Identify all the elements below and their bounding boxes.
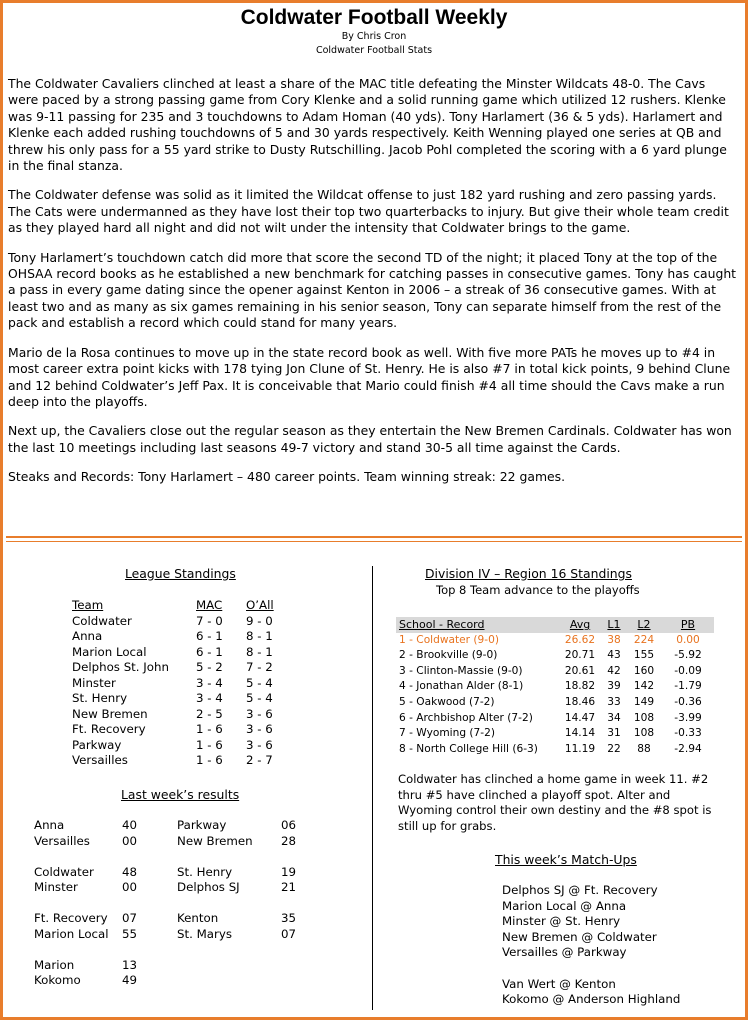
l1-cell: 31 (607, 727, 621, 740)
l1-cell: 43 (607, 649, 621, 662)
column-header: Team (72, 598, 104, 612)
l1-cell: 34 (607, 711, 621, 724)
matchups-heading: This week’s Match-Ups (495, 852, 637, 867)
region-subheading: Top 8 Team advance to the playoffs (436, 583, 640, 597)
avg-cell: 14.47 (564, 711, 596, 724)
byline: By Chris Cron (341, 31, 407, 42)
mac-record: 5 - 2 (196, 660, 223, 674)
l2-cell: 155 (633, 649, 655, 662)
mac-record: 2 - 5 (196, 706, 223, 721)
avg-cell: 20.61 (564, 664, 596, 677)
source-line: Coldwater Football Stats (315, 45, 433, 56)
score-cell: 28 (281, 833, 297, 848)
overall-record: 8 - 1 (246, 629, 273, 643)
result-row (34, 818, 321, 834)
table-row (72, 614, 274, 630)
overall-record: 3 - 6 (246, 722, 273, 736)
team-cell: Coldwater (34, 864, 94, 879)
score-cell: 40 (122, 818, 138, 832)
school-cell: 8 - North College Hill (6-3) (399, 742, 538, 755)
mac-record: 1 - 6 (196, 737, 223, 752)
column-header: School - Record (396, 617, 558, 633)
pb-cell: -0.09 (674, 664, 702, 677)
school-cell: 4 - Jonathan Alder (8-1) (399, 680, 524, 693)
mac-record: 7 - 0 (196, 613, 223, 628)
column-header: MAC (196, 598, 223, 612)
team-cell: St. Marys (177, 926, 232, 941)
score-cell: 21 (281, 880, 297, 894)
result-row (34, 865, 321, 881)
school-cell: 6 - Archbishop Alter (7-2) (399, 711, 533, 724)
school-cell: 1 - Coldwater (9-0) (399, 633, 499, 646)
pb-cell: 0.00 (676, 633, 700, 646)
masthead (0, 6, 748, 58)
avg-cell: 18.46 (564, 695, 596, 708)
table-row (72, 691, 274, 707)
region-standings-heading: Division IV – Region 16 Standings (425, 566, 632, 581)
result-row (34, 927, 321, 943)
result-row (34, 973, 321, 989)
table-row (396, 711, 714, 727)
l1-cell: 42 (607, 664, 621, 677)
league-standings-table (72, 598, 274, 769)
team-cell: Marion Local (72, 644, 147, 659)
team-cell: Delphos St. John (72, 660, 169, 674)
l1-cell: 22 (607, 742, 621, 755)
results-table (34, 818, 321, 989)
school-cell: 2 - Brookville (9-0) (399, 649, 498, 662)
article-paragraph: Mario de la Rosa continues to move up in the state record book as well. With five more PATs he moves up to #4 in most career extra point kicks with 178 tying Jon Clune of St. Henry. He is also #7 in total kick points, 9 behind Clune and 12 behind Coldwater’s Jeff Pax. It is conceivable that Mario could finish #4 all time should the Cavs make a run deep into the playoffs. (8, 344, 731, 409)
matchup-item: Marion Local @ Anna (502, 898, 627, 913)
score-cell: 13 (122, 957, 138, 972)
mac-record: 3 - 4 (196, 691, 223, 705)
matchups-list (502, 883, 680, 1008)
team-cell: Versailles (34, 833, 90, 848)
score-cell: 06 (281, 818, 297, 832)
avg-cell: 14.14 (564, 727, 596, 740)
article-paragraph: Steaks and Records: Tony Harlamert – 480 career points. Team winning streak: 22 games. (8, 469, 566, 485)
table-row (396, 695, 714, 711)
table-header-row (72, 598, 274, 614)
mac-record: 1 - 6 (196, 753, 223, 767)
matchup-item: Versailles @ Parkway (502, 945, 627, 960)
avg-cell: 26.62 (564, 633, 596, 646)
column-header: L2 (626, 617, 662, 633)
team-cell: Versailles (72, 753, 128, 767)
table-row (396, 664, 714, 680)
article-paragraph: The Coldwater Cavaliers clinched at least a share of the MAC title defeating the Minster Wildcats 48-0. The Cavs were paced by a strong passing game from Cory Klenke and a solid running game which utilized 12 rushers. Klenke was 9-11 passing for 235 and 3 touchdowns to Adam Homan (40 yds). Tony Harlamert (36 & 5 yds). Harlamert and Klenke each added rushing touchdowns of 5 and 30 yards respectively. Keith Wenning played one series at QB and threw his only pass for a 55 yard strike to Dusty Rutschilling. Jacob Pohl completed the scoring with a 6 yard plunge in the final stanza. (8, 76, 727, 174)
l2-cell: 108 (633, 727, 655, 740)
team-cell: New Bremen (72, 706, 148, 721)
table-row (396, 726, 714, 742)
result-row (34, 880, 321, 896)
overall-record: 7 - 2 (246, 660, 273, 674)
team-cell: Coldwater (72, 613, 132, 628)
pb-cell: -5.92 (674, 649, 702, 662)
column-header: Avg (558, 617, 602, 633)
column-header: L1 (602, 617, 626, 633)
avg-cell: 11.19 (564, 742, 596, 755)
team-cell: Anna (34, 818, 65, 832)
school-cell: 3 - Clinton-Massie (9-0) (399, 664, 523, 677)
league-standings-heading: League Standings (125, 566, 236, 581)
table-row (396, 648, 714, 664)
score-cell: 35 (281, 911, 297, 925)
column-header: PB (662, 617, 714, 633)
team-cell: Ft. Recovery (72, 722, 146, 736)
score-cell: 19 (281, 864, 297, 879)
playoff-note: Coldwater has clinched a home game in week 11. #2 thru #5 have clinched a playoff spot. Alter and Wyoming control their own destiny and the #8 spot is still up for grabs. (398, 772, 712, 833)
article-paragraph: Next up, the Cavaliers close out the regular season as they entertain the New Bremen Cardinals. Coldwater has won the last 10 meetings including last seasons 49-7 victory and stand 30-5 all time against the Cards. (8, 423, 732, 455)
column-header: O’All (246, 598, 274, 612)
team-cell: Parkway (177, 818, 227, 832)
table-row (72, 722, 274, 738)
table-row (72, 753, 274, 769)
mac-record: 3 - 4 (196, 675, 223, 690)
overall-record: 8 - 1 (246, 644, 273, 659)
article-paragraph: Tony Harlamert’s touchdown catch did more that score the second TD of the night; it placed Tony at the top of the OHSAA record books as he established a new benchmark for catching passes in consecutive games. Tony has caught a pass in every game dating since the opener against Kenton in 2006 – a streak of 36 consecutive games. With at least two and as many as six games remaining in his senior season, Tony can separate himself from the rest of the pack and establish a record which could stand for many years. (8, 249, 737, 331)
table-row (396, 742, 714, 758)
result-row (34, 834, 321, 850)
table-row (72, 707, 274, 723)
team-cell: Minster (34, 880, 78, 894)
table-row (72, 738, 274, 754)
matchup-item: Van Wert @ Kenton (502, 976, 616, 991)
matchup-spacer (502, 961, 680, 977)
pb-cell: -2.94 (674, 742, 702, 755)
table-row (72, 676, 274, 692)
l2-cell: 108 (633, 711, 655, 724)
team-cell: New Bremen (177, 833, 253, 848)
mac-record: 6 - 1 (196, 644, 223, 659)
spacer-row (34, 942, 321, 958)
team-cell: Kokomo (34, 973, 81, 987)
region-standings-table (396, 617, 714, 757)
score-cell: 07 (281, 926, 297, 941)
l1-cell: 38 (607, 633, 621, 646)
l2-cell: 142 (633, 680, 655, 693)
pb-cell: -0.36 (674, 695, 702, 708)
l1-cell: 33 (607, 695, 621, 708)
school-cell: 7 - Wyoming (7-2) (399, 727, 495, 740)
team-cell (177, 973, 281, 989)
team-cell: Kenton (177, 911, 219, 925)
team-cell: Minster (72, 675, 116, 690)
newsletter-title: Coldwater Football Weekly (240, 6, 508, 29)
overall-record: 2 - 7 (246, 753, 273, 767)
table-row (396, 679, 714, 695)
pb-cell: -0.33 (674, 727, 702, 740)
score-cell: 55 (122, 926, 138, 941)
matchup-item: Minster @ St. Henry (502, 914, 621, 929)
section-divider (6, 536, 742, 538)
avg-cell: 18.82 (564, 680, 596, 693)
l2-cell: 160 (633, 664, 655, 677)
article-paragraph: The Coldwater defense was solid as it limited the Wildcat offense to just 182 yard rushing and zero passing yards. The Cats were undermanned as they have lost their top two quarterbacks to injury. But give their whole team credit as they played hard all night and did not wilt under the intensity that Coldwater brings to the game. (8, 187, 729, 236)
team-cell: Marion (34, 957, 75, 972)
score-cell: 48 (122, 864, 138, 879)
result-row (34, 911, 321, 927)
pb-cell: -3.99 (674, 711, 702, 724)
mac-record: 6 - 1 (196, 629, 223, 643)
overall-record: 3 - 6 (246, 706, 273, 721)
score-cell: 07 (122, 911, 138, 925)
section-divider-thin (6, 541, 742, 542)
spacer-row (34, 896, 321, 912)
overall-record: 3 - 6 (246, 737, 273, 752)
l2-cell: 224 (633, 633, 655, 646)
results-heading: Last week’s results (121, 787, 240, 802)
column-separator (372, 566, 373, 1010)
table-row-highlighted (396, 633, 714, 649)
result-row (34, 958, 321, 974)
matchup-item: Delphos SJ @ Ft. Recovery (502, 883, 658, 897)
overall-record: 5 - 4 (246, 691, 273, 705)
overall-record: 5 - 4 (246, 675, 273, 690)
l2-cell: 149 (633, 695, 655, 708)
l2-cell: 88 (637, 742, 651, 755)
school-cell: 5 - Oakwood (7-2) (399, 695, 495, 708)
team-cell: Marion Local (34, 926, 109, 941)
article-body (8, 76, 738, 499)
matchup-item: Kokomo @ Anderson Highland (502, 992, 681, 1007)
spacer-row (34, 849, 321, 865)
team-cell: Anna (72, 629, 103, 643)
score-cell (281, 958, 321, 974)
team-cell: St. Henry (72, 691, 128, 705)
table-row (72, 660, 274, 676)
team-cell: Ft. Recovery (34, 911, 108, 925)
table-row (72, 629, 274, 645)
team-cell: Parkway (72, 737, 122, 752)
avg-cell: 20.71 (564, 649, 596, 662)
l1-cell: 39 (607, 680, 621, 693)
score-cell (281, 973, 321, 989)
score-cell: 00 (122, 880, 138, 894)
table-row (72, 645, 274, 661)
score-cell: 49 (122, 973, 138, 987)
score-cell: 00 (122, 833, 138, 848)
team-cell: Delphos SJ (177, 880, 240, 894)
matchup-item: New Bremen @ Coldwater (502, 929, 657, 944)
team-cell (177, 958, 281, 974)
overall-record: 9 - 0 (246, 613, 273, 628)
pb-cell: -1.79 (674, 680, 702, 693)
table-header-row (396, 617, 714, 633)
team-cell: St. Henry (177, 864, 233, 879)
mac-record: 1 - 6 (196, 722, 223, 736)
